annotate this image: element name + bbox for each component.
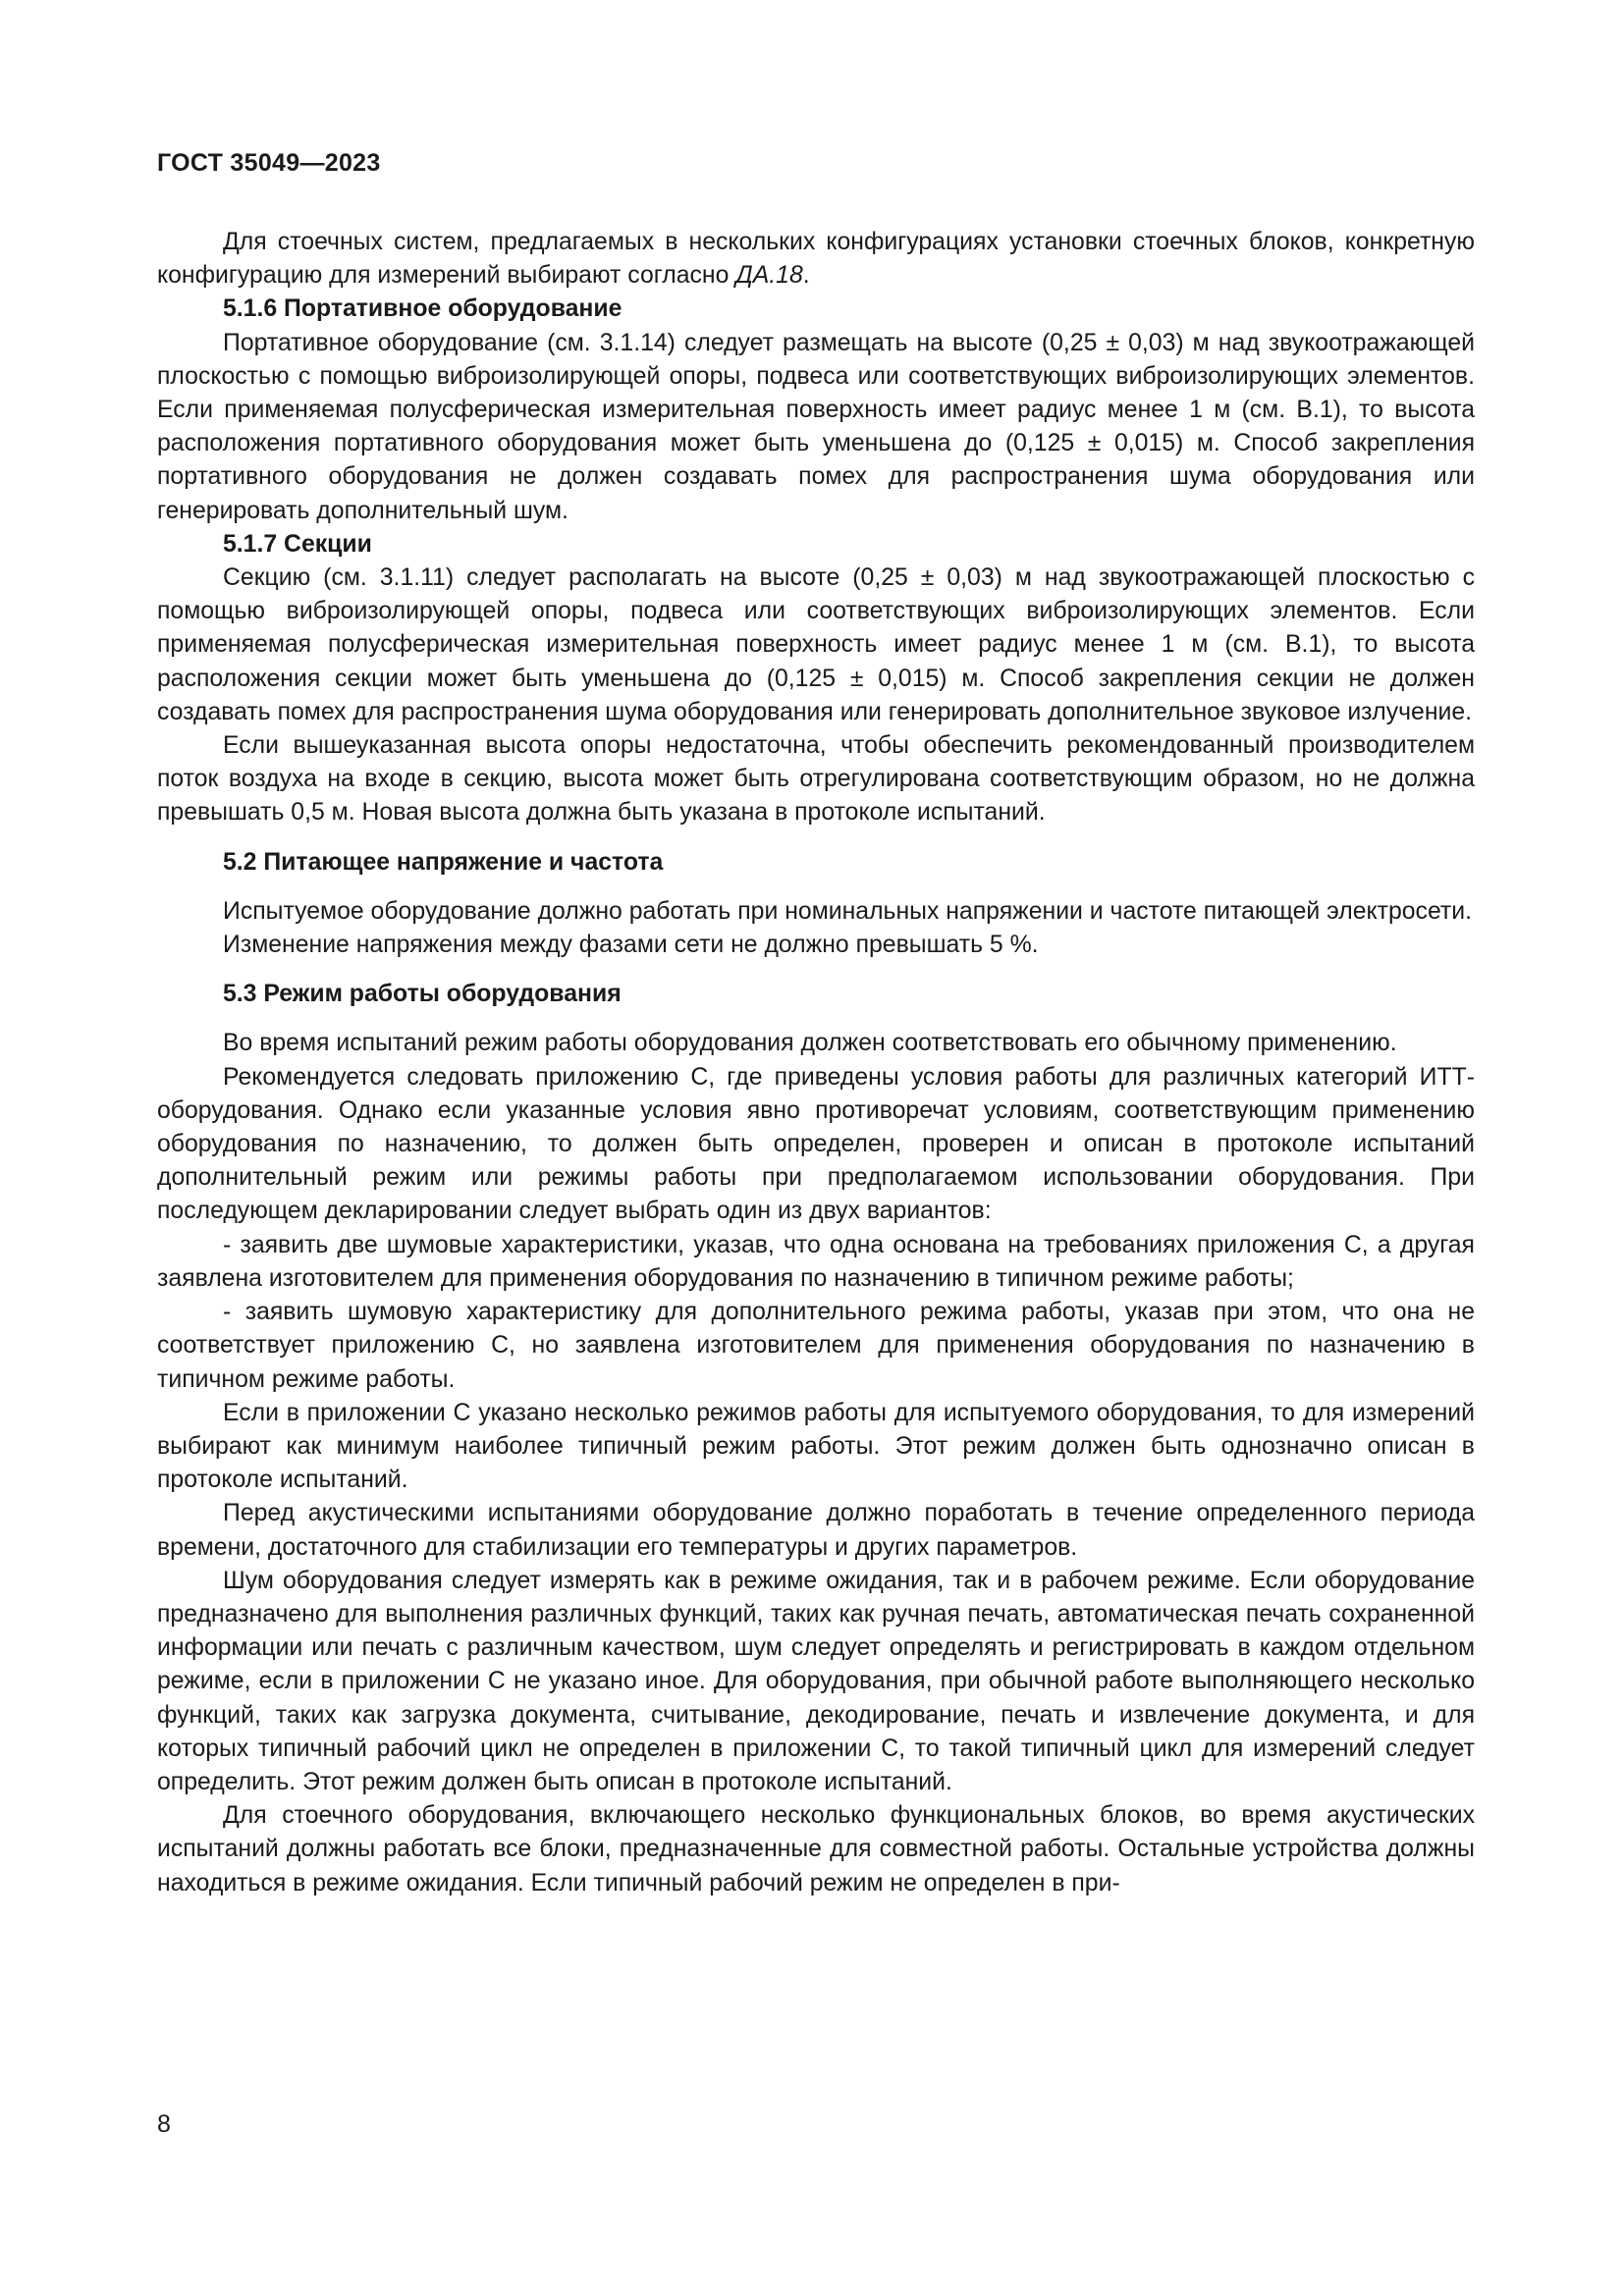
document-body: [157, 226, 1475, 1900]
heading-5-2: 5.2 Питающее напряжение и частота: [223, 848, 664, 876]
paragraph-5-1-6: Портативное оборудование (см. 3.1.14) следует размещать на высоте (0,25 ± 0,03) м над звукоотражающей плоскостью с помощью виброизолирующей опоры, подвеса или соответствующих виброизолирующих элементов. Если применяемая полусферическая измерительная поверхность имеет радиус менее 1 м (см. В.1), то высота расположения портативного оборудования может быть уменьшена до (0,125 ± 0,015) м. Способ закрепления портативного оборудования не должен создавать помех для распространения шума оборудования или генерировать дополнительный шум.: [157, 329, 1475, 524]
paragraph-intro-text: Для стоечных систем, предлагаемых в нескольких конфигурациях установки стоечных блоков, конкретную конфигурацию для измерений выбирают согласно: [157, 229, 1475, 290]
paragraph-5-1-7-1: Секцию (см. 3.1.11) следует располагать на высоте (0,25 ± 0,03) м над звукоотражающей плоскостью с помощью виброизолирующей опоры, подвеса или соответствующих виброизолирующих элементов. Если применяемая полусферическая измерительная поверхность имеет радиус менее 1 м (см. В.1), то высота расположения секции может быть уменьшена до (0,125 ± 0,015) м. Способ закрепления секции не должен создавать помех для распространения шума оборудования или генерировать дополнительное звуковое излучение.: [157, 564, 1475, 725]
paragraph-intro-end: .: [802, 262, 810, 290]
heading-5-1-6: 5.1.6 Портативное оборудование: [223, 295, 623, 323]
appendix-reference: ДА.18: [735, 262, 803, 290]
paragraph-5-3-2: Рекомендуется следовать приложению С, где приведены условия работы для различных категорий ИТТ-оборудования. Однако если указанные условия явно противоречат условиям, соответствующим применению оборудования по назначению, то должен быть определен, проверен и описан в протоколе испытаний дополнительный режим или режимы работы при предполагаемом использовании оборудования. При последующем декларировании следует выбрать один из двух вариантов:: [157, 1063, 1475, 1225]
heading-5-1-7: 5.1.7 Секции: [223, 530, 372, 558]
document-code-header: ГОСТ 35049—2023: [157, 149, 381, 177]
list-item-option-2: - заявить шумовую характеристику для дополнительного режима работы, указав при этом, что она не соответствует приложению С, но заявлена изготовителем для применения оборудования по назначению в типичном режиме работы.: [157, 1299, 1475, 1393]
paragraph-5-2-2: Изменение напряжения между фазами сети не должно превышать 5 %.: [223, 932, 1039, 959]
paragraph-intro: [157, 226, 1475, 293]
paragraph-5-1-7-2: Если вышеуказанная высота опоры недостаточна, чтобы обеспечить рекомендованный производителем поток воздуха на входе в секцию, высота может быть отрегулирована соответствующим образом, но не должна превышать 0,5 м. Новая высота должна быть указана в протоколе испытаний.: [157, 732, 1475, 827]
list-item-option-1: - заявить две шумовые характеристики, указав, что одна основана на требованиях приложения С, а другая заявлена изготовителем для применения оборудования по назначению в типичном режиме работы;: [157, 1231, 1475, 1292]
paragraph-5-3-1: Во время испытаний режим работы оборудования должен соответствовать его обычному применению.: [223, 1030, 1397, 1057]
paragraph-5-3-5: Если в приложении С указано несколько режимов работы для испытуемого оборудования, то для измерений выбирают как минимум наиболее типичный режим работы. Этот режим должен быть однозначно описан в протоколе испытаний.: [157, 1399, 1475, 1494]
paragraph-5-3-6: Перед акустическими испытаниями оборудование должно поработать в течение определенного периода времени, достаточного для стабилизации его температуры и других параметров.: [157, 1500, 1475, 1561]
heading-5-3: 5.3 Режим работы оборудования: [223, 981, 622, 1008]
page-number: 8: [157, 2110, 171, 2138]
paragraph-5-3-8: Для стоечного оборудования, включающего несколько функциональных блоков, во время акустических испытаний должны работать все блоки, предназначенные для совместной работы. Остальные устройства должны находиться в режиме ожидания. Если типичный рабочий режим не определен в при-: [157, 1802, 1475, 1896]
paragraph-5-2-1: Испытуемое оборудование должно работать при номинальных напряжении и частоте питающей электросети.: [223, 897, 1473, 925]
paragraph-5-3-7: Шум оборудования следует измерять как в режиме ожидания, так и в рабочем режиме. Если оборудование предназначено для выполнения различных функций, таких как ручная печать, автоматическая печать сохраненной информации или печать с различным качеством, шум следует определять и регистрировать в каждом отдельном режиме, если в приложении С не указано иное. Для оборудования, при обычной работе выполняющего несколько функций, таких как загрузка документа, считывание, декодирование, печать и извлечение документа, и для которых типичный рабочий цикл не определен в приложении С, то такой типичный цикл для измерений следует определить. Этот режим должен быть описан в протоколе испытаний.: [157, 1567, 1475, 1795]
